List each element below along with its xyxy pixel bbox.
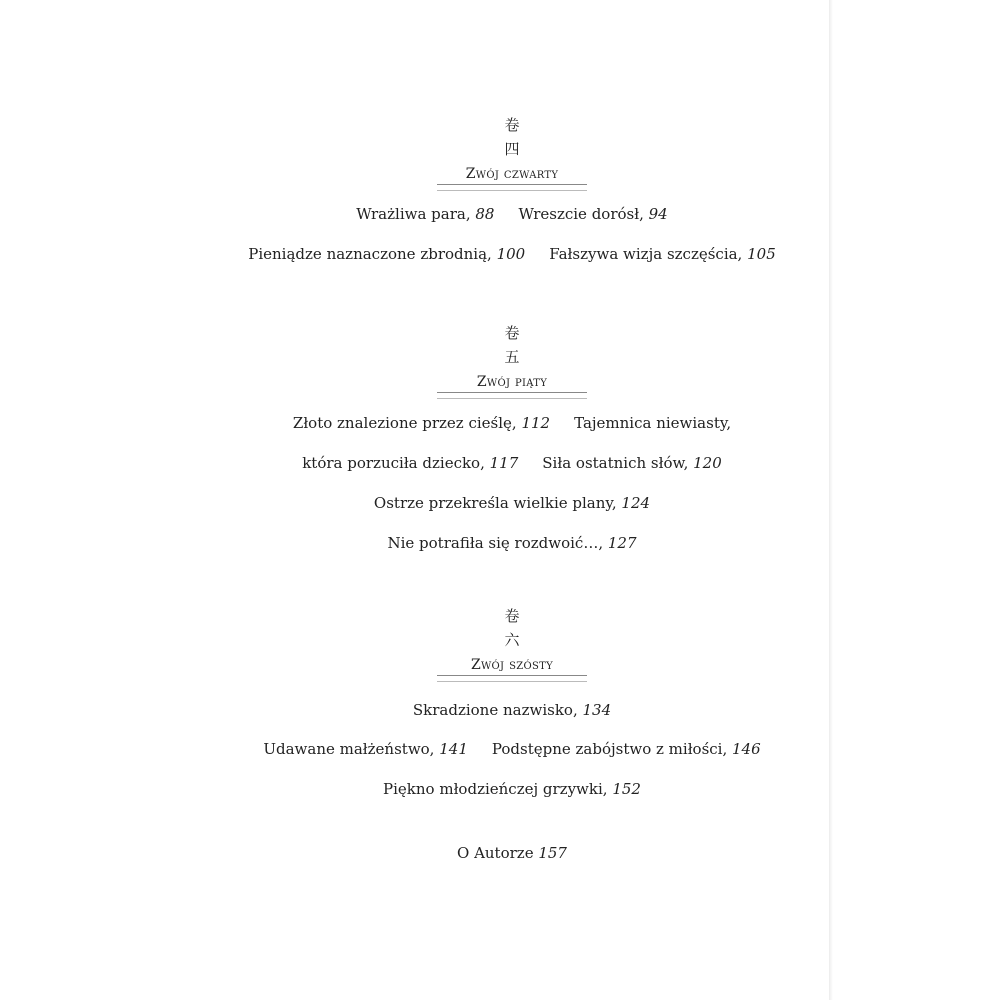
decorative-rule	[437, 675, 587, 682]
decorative-rule	[437, 184, 587, 191]
toc-entry-page: 124	[621, 494, 651, 512]
toc-entry-page: 157	[538, 844, 567, 862]
toc-entry-page: 112	[521, 414, 551, 432]
toc-entry	[492, 740, 761, 758]
toc-entry	[383, 780, 641, 798]
toc-entry-page: 127	[607, 534, 637, 552]
toc-entry-page: 105	[747, 245, 776, 263]
toc-entry-title: Udawane małżeństwo,	[263, 740, 440, 758]
toc-entry	[574, 414, 731, 432]
decorative-rule	[437, 392, 587, 399]
toc-entry	[302, 454, 518, 472]
toc-entry	[457, 844, 567, 862]
toc-entry	[263, 740, 468, 758]
toc-entry	[248, 245, 525, 263]
toc-entry	[356, 205, 494, 223]
scroll-title: Zwój piąty	[476, 374, 548, 390]
toc-entry-page: 94	[648, 205, 668, 223]
toc-entry-title: Wrażliwa para,	[356, 205, 476, 223]
toc-entry	[518, 205, 667, 223]
toc-entry-title: Tajemnica niewiasty,	[574, 414, 732, 432]
toc-entry-title: Pieniądze naznaczone zbrodnią,	[248, 245, 497, 263]
toc-entry-page: 134	[582, 701, 612, 719]
kanji-glyph-top: 卷	[504, 607, 520, 625]
toc-entry-title: O Autorze	[457, 844, 539, 862]
toc-entry-page: 88	[475, 205, 495, 223]
toc-entry-title: Siła ostatnich słów,	[542, 454, 694, 472]
kanji-glyph-bottom: 四	[504, 140, 520, 158]
toc-entry-title: Nie potrafiła się rozdwoić…,	[387, 534, 608, 552]
toc-entry	[549, 245, 776, 263]
toc-entry-page: 117	[489, 454, 519, 472]
toc-entry-title: Złoto znalezione przez cieślę,	[292, 414, 522, 432]
toc-entry-page: 100	[496, 245, 526, 263]
toc-entry-title: Wreszcie dorósł,	[518, 205, 649, 223]
toc-entry-page: 152	[612, 780, 641, 798]
toc-entry-title: Podstępne zabójstwo z miłości,	[491, 740, 733, 758]
toc-entry-title: Piękno młodzieńczej grzywki,	[383, 780, 613, 798]
toc-entry	[542, 454, 722, 472]
scroll-title: Zwój szósty	[470, 657, 554, 673]
kanji-glyph-top: 卷	[504, 324, 520, 342]
kanji-glyph-bottom: 六	[504, 631, 520, 649]
toc-entry-title: Ostrze przekreśla wielkie plany,	[373, 494, 622, 512]
toc-entry	[374, 494, 650, 512]
toc-entry-page: 120	[693, 454, 722, 472]
kanji-glyph-bottom: 五	[504, 348, 520, 366]
toc-entry	[413, 701, 611, 719]
toc-entry	[293, 414, 550, 432]
page-edge-margin	[829, 0, 1000, 1000]
toc-entry-title: Skradzione nazwisko,	[412, 701, 583, 719]
toc-entry-title: która porzuciła dziecko,	[302, 454, 490, 472]
scroll-title: Zwój czwarty	[465, 166, 559, 182]
toc-entry-page: 146	[732, 740, 761, 758]
toc-entry-title: Fałszywa wizja szczęścia,	[549, 245, 748, 263]
kanji-glyph-top: 卷	[504, 116, 520, 134]
toc-entry-page: 141	[439, 740, 468, 758]
toc-entry	[387, 534, 636, 552]
